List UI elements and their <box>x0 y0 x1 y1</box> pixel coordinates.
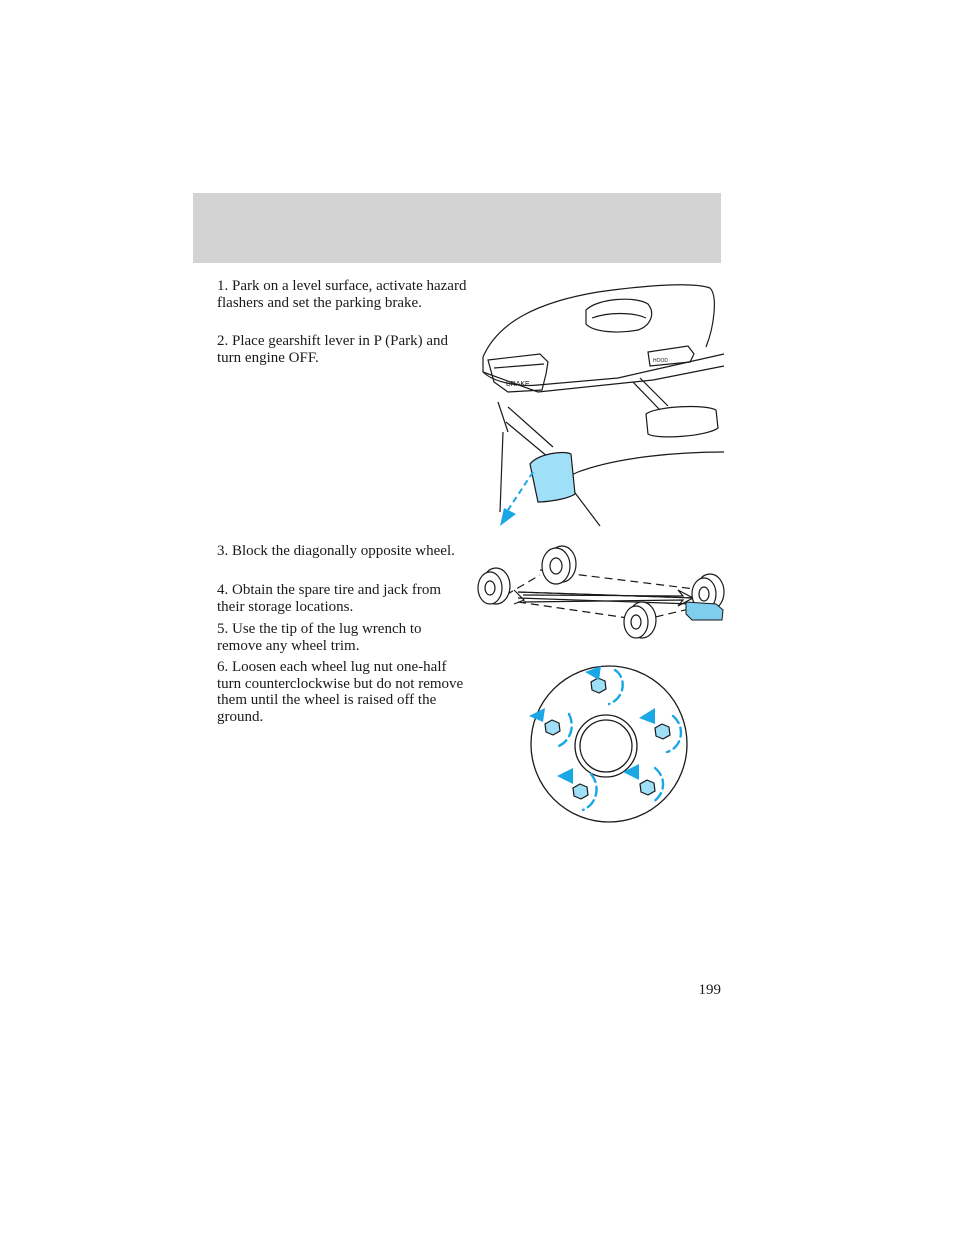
step-3 <box>217 543 467 560</box>
parking-brake-illustration <box>478 282 724 528</box>
lug-nut-diagram <box>527 664 691 826</box>
step-4 <box>217 582 467 615</box>
step-number: 1. <box>217 278 229 294</box>
step-5 <box>217 621 467 654</box>
step-number: 4. <box>217 582 229 598</box>
step-number: 3. <box>217 543 229 559</box>
step-text: Loosen each wheel lug nut one-half turn counterclockwise but do not remove them until the wheel is raised off the ground. <box>217 659 464 725</box>
step-text: Block the diagonally opposite wheel. <box>232 543 455 559</box>
step-text: Park on a level surface, activate hazard flashers and set the parking brake. <box>217 278 467 311</box>
step-text: Place gearshift lever in P (Park) and turn engine OFF. <box>217 333 449 366</box>
hood-label: HOOD <box>653 358 668 364</box>
section-header-bar <box>193 193 721 263</box>
step-number: 5. <box>217 621 229 637</box>
wheel-block-diagram <box>478 540 726 642</box>
step-number: 2. <box>217 333 229 349</box>
step-number: 6. <box>217 659 229 675</box>
page-number: 199 <box>698 982 721 998</box>
step-6 <box>217 659 467 725</box>
step-text: Use the tip of the lug wrench to remove any wheel trim. <box>217 621 422 654</box>
step-text: Obtain the spare tire and jack from their storage locations. <box>217 582 442 615</box>
step-2 <box>217 333 467 366</box>
step-1 <box>217 278 467 311</box>
brake-label: BRAKE <box>506 381 530 388</box>
